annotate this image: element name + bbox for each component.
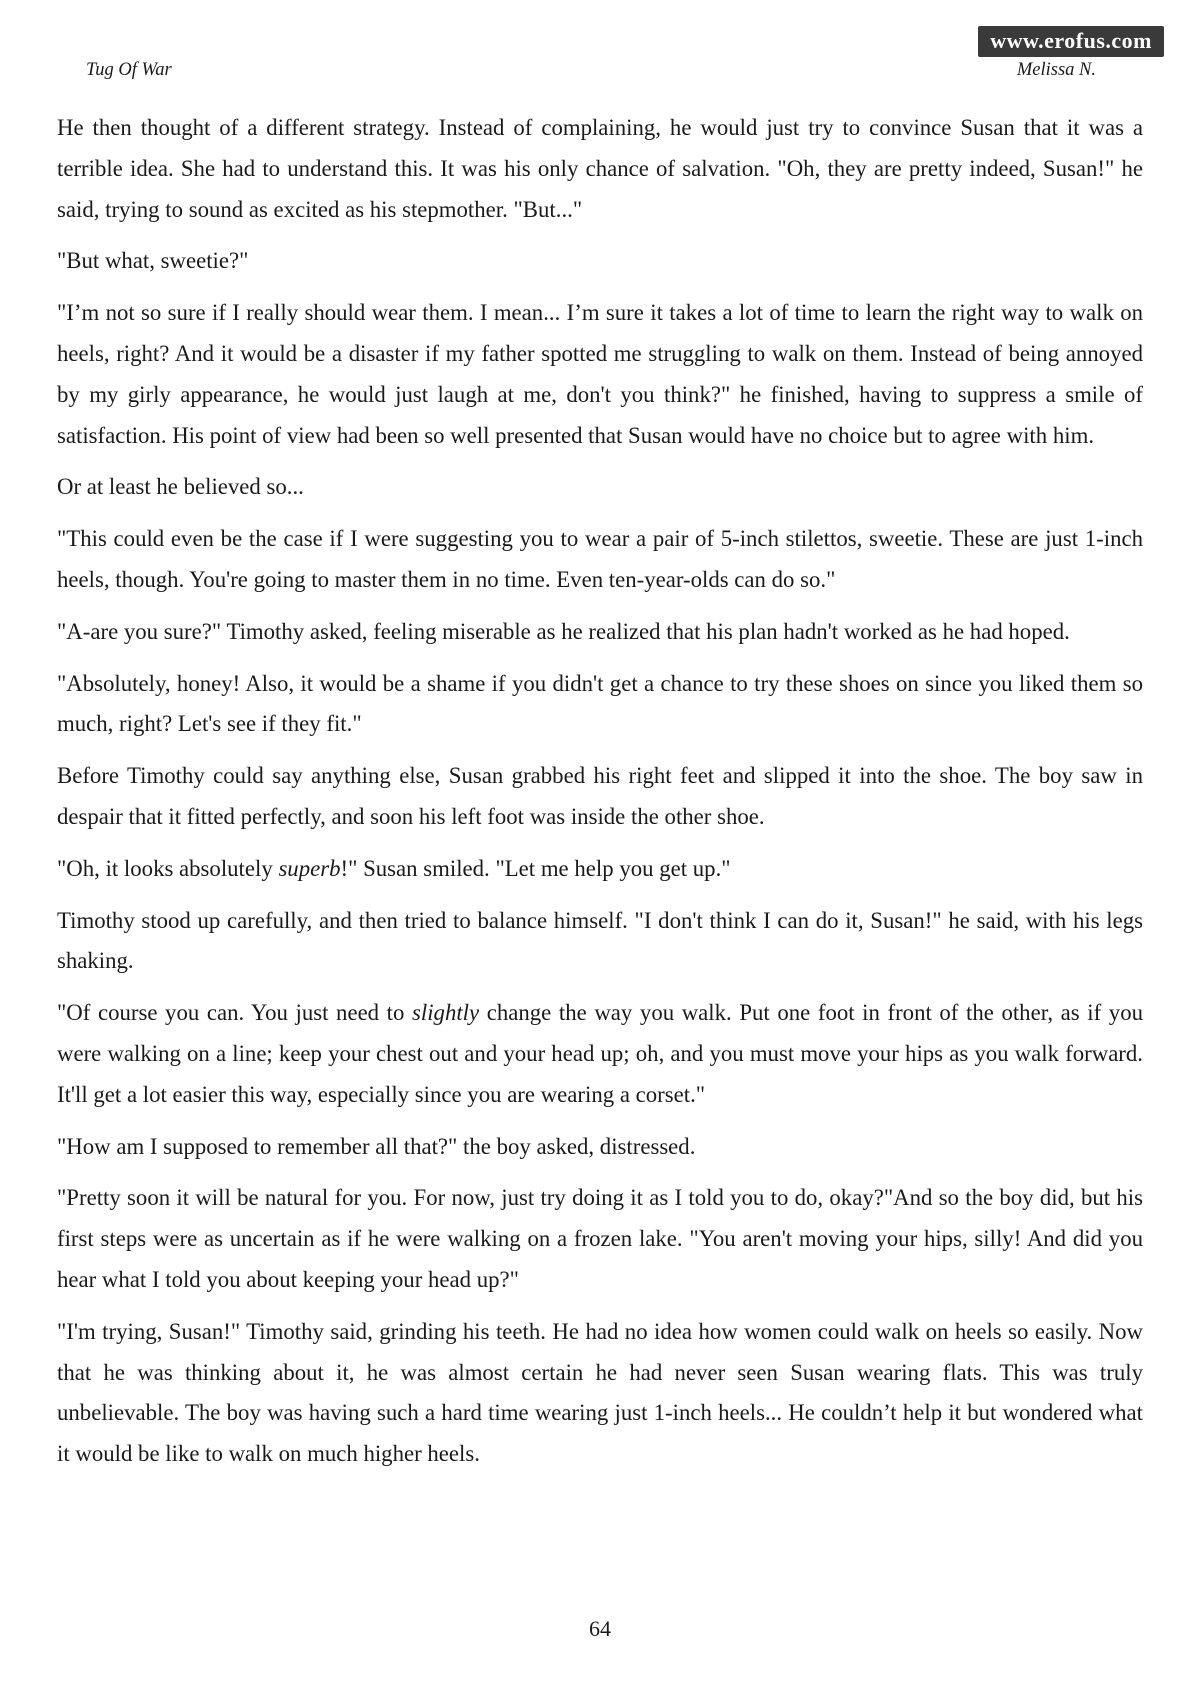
paragraph	[57, 849, 1143, 890]
paragraph: "This could even be the case if I were suggesting you to wear a pair of 5-inch stilettos, sweetie. These are just 1-inch heels, though. You're going to master them in no time. Even ten-year-olds can do so."	[57, 526, 1143, 592]
paragraph: Before Timothy could say anything else, Susan grabbed his right feet and slipped it into the shoe. The boy saw in despair that it fitted perfectly, and soon his left foot was inside the other shoe.	[57, 763, 1143, 829]
paragraph: Timothy stood up carefully, and then tried to balance himself. "I don't think I can do it, Susan!" he said, with his legs shaking.	[57, 907, 1143, 974]
paragraph: "Absolutely, honey! Also, it would be a shame if you didn't get a chance to try these shoes on since you liked them so much, right? Let's see if they fit."	[57, 670, 1143, 737]
page-body	[57, 108, 1143, 1486]
paragraph: Or at least he believed so...	[57, 474, 304, 500]
book-title: Tug Of War	[86, 60, 172, 80]
author-name: Melissa N.	[1016, 60, 1096, 80]
running-header	[86, 60, 1096, 88]
paragraph: "I'm trying, Susan!" Timothy said, grinding his teeth. He had no idea how women could walk on heels so easily. Now that he was thinking about it, he was almost certain he had never seen Susan wearing flats. This was truly unbelievable. The boy was having such a hard time wearing just 1-inch heels... He couldn’t help it but wondered what it would be like to walk on much higher heels.	[57, 1318, 1143, 1467]
emphasized-word: slightly	[412, 1000, 480, 1026]
emphasized-word: superb	[278, 855, 341, 881]
paragraph: "I’m not so sure if I really should wear them. I mean... I’m sure it takes a lot of time to learn the right way to walk on heels, right? And it would be a disaster if my father spotted me struggling to walk on them. Instead of being annoyed by my girly appearance, he would just laugh at me, don't you think?" he finished, having to suppress a smile of satisfaction. His point of view had been so well presented that Susan would have no choice but to agree with him.	[57, 300, 1143, 448]
text-run: "Of course you can. You just need to	[57, 1000, 413, 1026]
text-run: change the way you walk. Put one foot in front of the other, as if you were walking on a line; keep your chest out and your head up; oh, and you must move your hips as you walk forward. It'll get a lot easier this way, especially since you are wearing a corset."	[57, 1000, 1143, 1107]
paragraph: "Pretty soon it will be natural for you. For now, just try doing it as I told you to do, okay?"And so the boy did, but his first steps were as uncertain as if he were walking on a frozen lake. "You aren't moving your hips, silly! And did you hear what I told you about keeping your head up?"	[57, 1185, 1143, 1292]
page-number: 64	[589, 1616, 611, 1641]
paragraph	[57, 993, 1143, 1115]
paragraph: "A-are you sure?" Timothy asked, feeling miserable as he realized that his plan hadn't worked as he had hoped.	[57, 618, 1070, 644]
paragraph: He then thought of a different strategy. Instead of complaining, he would just try to convince Susan that it was a terrible idea. She had to understand this. It was his only chance of salvation. "Oh, they are pretty indeed, Susan!" he said, trying to sound as excited as his stepmother. "But..."	[57, 115, 1143, 222]
paragraph: "How am I supposed to remember all that?" the boy asked, distressed.	[57, 1133, 696, 1159]
paragraph: "But what, sweetie?"	[57, 248, 249, 274]
site-watermark: www.erofus.com	[978, 26, 1164, 57]
text-run: "Oh, it looks absolutely	[57, 855, 279, 881]
text-run: !" Susan smiled. "Let me help you get up."	[340, 855, 731, 881]
